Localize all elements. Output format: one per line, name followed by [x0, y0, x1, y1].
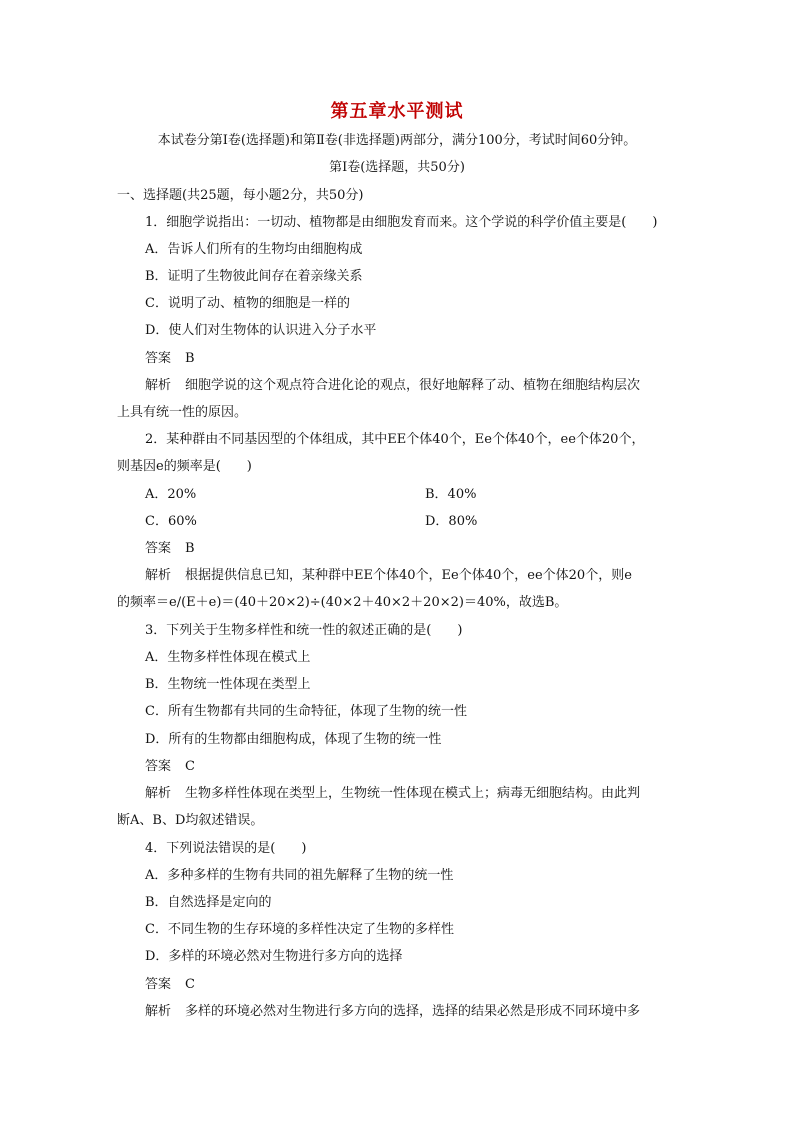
q1-option-b: B．证明了生物彼此间存在着亲缘关系	[145, 269, 363, 284]
answer-label: 答案	[145, 351, 172, 366]
q3-analysis-line1: 生物多样性体现在类型上，生物统一性体现在模式上；病毒无细胞结构。由此判	[185, 786, 641, 801]
q4-option-c: C．不同生物的生存环境的多样性决定了生物的多样性	[145, 922, 454, 937]
q1-answer-row	[145, 350, 677, 368]
analysis-label: 解析	[145, 786, 172, 801]
q3-option-c: C．所有生物都有共同的生命特征，体现了生物的统一性	[145, 704, 467, 719]
analysis-label: 解析	[145, 568, 172, 583]
q4-answer: C	[185, 977, 195, 992]
answer-label: 答案	[145, 541, 172, 556]
q2-option-a: A．20%	[145, 487, 197, 502]
q4-answer-row	[145, 976, 677, 994]
q2-analysis-line2: 的频率＝e/(E＋e)＝(40＋20×2)÷(40×2＋40×2＋20×2)＝40%，故选B。	[117, 595, 568, 610]
q4-analysis-line1: 多样的环境必然对生物进行多方向的选择，选择的结果必然是形成不同环境中多	[185, 1004, 641, 1019]
q1-analysis-line2: 上具有统一性的原因。	[117, 405, 248, 420]
q2-option-c: C．60%	[145, 514, 197, 529]
q4-option-a: A．多种多样的生物有共同的祖先解释了生物的统一性	[145, 868, 454, 883]
q3-option-a: A．生物多样性体现在模式上	[145, 650, 311, 665]
q4-stem: 4．下列说法错误的是( )	[145, 841, 307, 856]
q3-stem: 3．下列关于生物多样性和统一性的叙述正确的是( )	[145, 623, 463, 638]
q3-option-b: B．生物统一性体现在类型上	[145, 677, 311, 692]
q2-stem-line1: 2．某种群由不同基因型的个体组成，其中EE个体40个，Ee个体40个，ee个体20个，	[145, 432, 645, 447]
q2-analysis-line1: 根据提供信息已知，某种群中EE个体40个，Ee个体40个，ee个体20个，则e	[185, 568, 632, 583]
part1-header: 第Ⅰ卷(选择题，共50分)	[329, 160, 465, 175]
q2-answer: B	[185, 541, 195, 556]
q2-stem-line2: 则基因e的频率是( )	[117, 459, 252, 474]
q2-option-d: D．80%	[425, 514, 478, 529]
q1-option-c: C．说明了动、植物的细胞是一样的	[145, 296, 350, 311]
q4-analysis-row	[145, 1003, 677, 1021]
q3-answer-row	[145, 758, 677, 776]
q1-option-d: D．使人们对生物体的认识进入分子水平	[145, 323, 377, 338]
q3-analysis-row	[145, 785, 677, 803]
analysis-label: 解析	[145, 1004, 172, 1019]
q4-option-b: B．自然选择是定向的	[145, 895, 272, 910]
q2-answer-row	[145, 540, 677, 558]
q4-option-d: D．多样的环境必然对生物进行多方向的选择	[145, 949, 403, 964]
page-title: 第五章水平测试	[330, 101, 464, 122]
q1-analysis-row	[145, 377, 677, 395]
answer-label: 答案	[145, 977, 172, 992]
q3-answer: C	[185, 759, 195, 774]
q3-option-d: D．所有的生物都由细胞构成，体现了生物的统一性	[145, 732, 442, 747]
q1-answer: B	[185, 351, 195, 366]
q1-option-a: A．告诉人们所有的生物均由细胞构成	[145, 242, 363, 257]
answer-label: 答案	[145, 759, 172, 774]
q3-analysis-line2: 断A、B、D均叙述错误。	[117, 813, 264, 828]
intro-text: 本试卷分第Ⅰ卷(选择题)和第Ⅱ卷(非选择题)两部分，满分100分，考试时间60分钟。	[157, 133, 637, 148]
analysis-label: 解析	[145, 378, 172, 393]
q1-analysis-line1: 细胞学说的这个观点符合进化论的观点，很好地解释了动、植物在细胞结构层次	[185, 378, 641, 393]
q1-stem: 1．细胞学说指出：一切动、植物都是由细胞发育而来。这个学说的科学价值主要是( )	[145, 215, 658, 230]
section-header: 一、选择题(共25题，每小题2分，共50分)	[117, 188, 364, 203]
q2-analysis-row	[145, 567, 677, 585]
q2-option-b: B．40%	[425, 487, 477, 502]
